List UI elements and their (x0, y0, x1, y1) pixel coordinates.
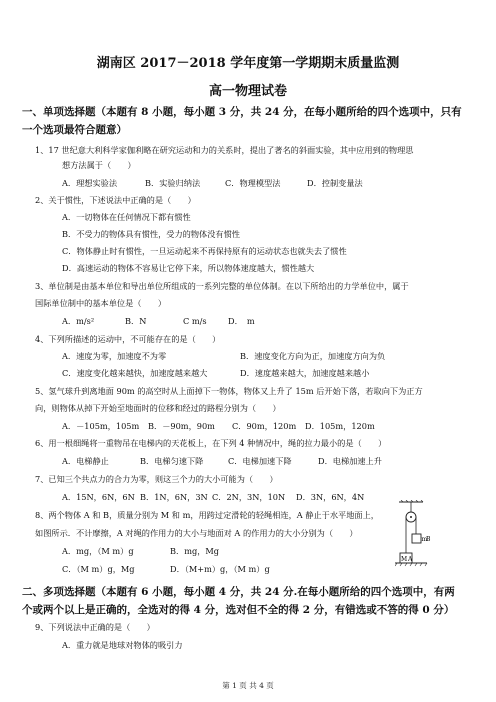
exam-title: 湖南区 2017－2018 学年度第一学期期末质量监测 (96, 56, 400, 71)
q5-stem-line2: 向，则物体从掉下开始至地面时的位移和经过的路程分别为（ ） (35, 403, 281, 413)
q8-option-d: D．（M+m）g，（M m）g (170, 564, 270, 574)
q8-stem-line2: 如图所示．不计摩擦，A 对绳的作用力的大小与地面对 A 的作用力的大小分别为（ ） (35, 528, 358, 538)
q1-stem-line2: 想方法属于（ ） (62, 160, 136, 170)
q1-option-b: B．实验归纳法 (145, 178, 201, 188)
q7-option-d: D．3N，6N，4N (296, 492, 365, 502)
q8-stem-line1: 8、两个物体 A 和 B，质量分别为 M 和 m，用跨过定滑轮的轻绳相连，A 静止于水平地面上， (35, 510, 379, 520)
q4-option-d: D．速度越来越大，加速度越来越小 (240, 368, 370, 378)
q2-option-d: D．高速运动的物体不容易让它停下来，所以物体速度越大，惯性越大 (62, 263, 315, 273)
q6-stem: 6、用一根细绳将一重物吊在电梯内的天花板上，在下列 4 种情况中，绳的拉力最小的是（ ） (35, 438, 387, 448)
block-b (412, 534, 421, 543)
label-m: M (401, 556, 408, 563)
section2-heading-line1: 二、多项选择题（本题有 6 小题，每小题 4 分，共 24 分.在每小题所给的四个选项中，有两 (22, 586, 455, 598)
label-a: A (408, 556, 413, 563)
q3-stem-line1: 3、单位制是由基本单位和导出单位所组成的一系列完整的单位体制。在以下所给出的力学单位中，属于 (35, 281, 409, 291)
q4-option-b: B．速度变化方向为正，加速度方向为负 (240, 351, 386, 361)
q8-option-a: A．mg，（M m）g (62, 546, 134, 556)
q3-option-d: D． m (228, 316, 255, 326)
q2-stem: 2、关于惯性，下述说法中正确的是（ ） (35, 195, 196, 205)
q9-stem: 9、下列说法中正确的是（ ） (35, 622, 155, 632)
q4-option-a: A．速度为零，加速度不为零 (62, 351, 167, 361)
q5-option-b: B．－90m，90m (148, 421, 215, 431)
section1-heading-line2: 一个选项最符合题意） (22, 124, 127, 136)
q8-option-b: B．mg，Mg (170, 546, 220, 556)
q7-option-c: C．2N，3N，10N (212, 492, 286, 502)
q2-option-a: A．一切物体在任何情况下都有惯性 (62, 212, 191, 222)
q7-option-a: A．15N，6N，6N (62, 492, 135, 502)
pulley-axle (410, 516, 412, 518)
q1-option-c: C．物理模型法 (225, 178, 281, 188)
q1-option-a: A．理想实验法 (62, 178, 118, 188)
q4-option-c: C．速度变化越来越快，加速度越来越大 (62, 368, 208, 378)
q6-option-b: B．电梯匀速下降 (140, 456, 204, 466)
q3-stem-line2: 国际单位制中的基本单位是（ ） (35, 298, 167, 308)
exam-subtitle: 高一物理试卷 (208, 84, 287, 99)
page-footer: 第 1 页 共 4 页 (222, 681, 274, 690)
q5-option-d: D．105m，120m (305, 421, 375, 431)
label-mb: m (421, 536, 428, 543)
section1-heading-line1: 一、单项选择题（本题有 8 小题，每小题 3 分，共 24 分，在每小题所给的四个选项中，只有 (22, 106, 462, 118)
q5-option-c: C．90m，120m (232, 421, 297, 431)
q1-stem-line1: 1、17 世纪意大利科学家伽利略在研究运动和力的关系时，提出了著名的斜面实验，其中应用到的物理思 (35, 145, 414, 155)
q2-option-b: B．不受力的物体具有惯性，受力的物体没有惯性 (62, 229, 240, 239)
section2-heading-line2: 个或两个以上是正确的，全选对的得 4 分，选对但不全的得 2 分，有错选或不答的得 0 分） (22, 604, 455, 616)
q1-option-d: D．控制变量法 (307, 178, 363, 188)
q6-option-c: C．电梯加速下降 (228, 456, 292, 466)
q7-option-b: B．1N，6N，3N (140, 492, 208, 502)
q2-option-c: C．物体静止时有惯性，一旦运动起来不再保持原有的运动状态也就失去了惯性 (62, 246, 347, 256)
q3-option-a: A．m/s² (62, 316, 95, 326)
q3-option-b: B．N (125, 316, 147, 326)
q4-stem: 4、下列所描述的运动中，不可能存在的是（ ） (35, 334, 221, 344)
q7-stem: 7、已知三个共点力的合力为零，则这三个力的大小可能为（ ） (35, 474, 278, 484)
q6-option-a: A．电梯静止 (62, 456, 109, 466)
label-b: B (426, 536, 431, 543)
q5-stem-line1: 5、氢气球升到离地面 90m 的高空时从上面掉下一物体，物体又上升了 15m 后开始下落，若取向下为正方 (35, 386, 423, 396)
q9-option-a: A．重力就是地球对物体的吸引力 (62, 640, 183, 650)
q3-option-c: C m/s (183, 316, 207, 326)
pulley-figure (395, 500, 431, 570)
q6-option-d: D．电梯加速上升 (318, 456, 382, 466)
q8-option-c: C．（M m）g，Mg (62, 564, 135, 574)
q5-option-a: A．－105m，105m (62, 421, 140, 431)
